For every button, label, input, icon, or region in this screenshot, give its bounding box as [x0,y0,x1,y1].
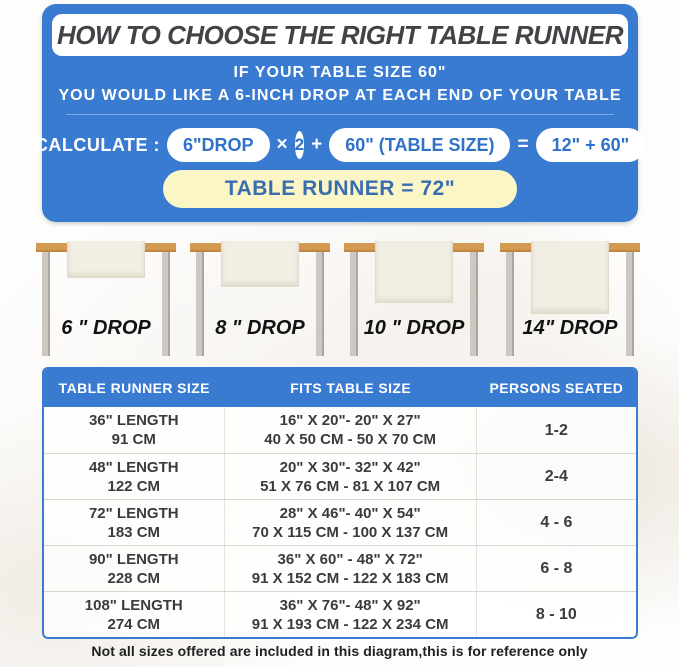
drop-label: 10 " DROP [363,317,465,339]
cell-persons: 1-2 [544,421,568,439]
table-row [44,407,636,453]
drop-label: 8 " DROP [215,317,305,339]
drop-pill: 6"DROP [167,128,270,162]
runner-size-inch: 90" LENGTH [88,550,179,568]
runner-cloth [67,241,145,278]
subtitle-line-1: IF YOUR TABLE SIZE 60" [233,64,447,81]
runner-size-cm: 228 CM [107,569,161,587]
runner-size-cm: 91 CM [111,431,156,448]
table-figure-6-drop [36,241,176,367]
drop-figures [0,241,679,367]
table-figure-8-drop [190,241,330,367]
header-cell-runner-size: TABLE RUNNER SIZE [58,380,210,396]
runner-cloth [375,241,453,303]
table-figure-10-drop [344,241,484,367]
fits-size-cm: 91 X 193 CM - 122 X 234 CM [251,615,449,633]
fits-size-inch: 36" X 76"- 48" X 92" [279,596,421,614]
plus-sign: + [311,134,323,155]
cell-runner-size [44,546,225,591]
footer-note: Not all sizes offered are included in this diagram,this is for reference only [91,643,588,659]
cell-runner-size [44,500,225,545]
cell-persons: 2-4 [544,468,568,485]
cell-fits-size [225,454,477,499]
multiplier-badge: 2 [295,131,304,159]
fits-size-inch: 20" X 30"- 32" X 42" [279,458,421,476]
runner-size-inch: 36" LENGTH [88,412,179,429]
header-cell-fits-size: FITS TABLE SIZE [290,380,412,396]
hero-card [34,4,638,222]
page-title: HOW TO CHOOSE THE RIGHT TABLE RUNNER [56,19,624,50]
fits-size-cm: 51 X 76 CM - 81 X 107 CM [260,477,441,495]
table-figure-14-drop [500,241,640,367]
sum-pill: 12" + 60" [536,128,646,162]
cell-fits-size [225,407,477,453]
cell-persons: 6 - 8 [540,560,573,577]
runner-size-inch: 48" LENGTH [88,458,179,476]
table-size-pill: 60" (TABLE SIZE) [329,128,510,162]
equals-sign: = [517,134,529,155]
table-leg-left [350,252,358,356]
size-table [42,367,638,639]
runner-size-cm: 122 CM [107,477,161,495]
runner-cloth [221,241,299,287]
title-banner [52,14,628,56]
runner-size-cm: 183 CM [107,523,161,541]
hero-divider [66,114,614,115]
fits-size-cm: 70 X 115 CM - 100 X 137 CM [252,523,449,541]
header-cell-persons: PERSONS SEATED [489,380,624,396]
cell-fits-size [225,500,477,545]
fits-size-inch: 36" X 60" - 48" X 72" [277,550,423,568]
size-table-header [44,369,636,407]
calc-label: CALCULATE : [34,134,160,155]
cell-fits-size [225,592,477,637]
runner-size-cm: 274 CM [107,615,161,633]
fits-size-cm: 40 X 50 CM - 50 X 70 CM [264,431,437,448]
drop-label: 14" DROP [522,317,618,339]
table-row [44,591,636,637]
table-row [44,545,636,591]
table-leg-right [470,252,478,356]
drop-label: 6 " DROP [61,317,151,339]
table-leg-right [626,252,634,356]
subtitle-line-2: YOU WOULD LIKE A 6-INCH DROP AT EACH END OF YOUR TABLE [58,87,622,104]
cell-fits-size [225,546,477,591]
table-leg-right [316,252,324,356]
table-leg-left [506,252,514,356]
table-leg-left [42,252,50,356]
table-row [44,453,636,499]
runner-total-pill: TABLE RUNNER = 72" [163,170,517,208]
cell-runner-size [44,407,225,453]
runner-size-inch: 72" LENGTH [88,504,179,522]
table-leg-right [162,252,170,356]
table-leg-left [196,252,204,356]
cell-runner-size [44,454,225,499]
calc-row [34,127,638,163]
cell-persons: 4 - 6 [540,514,573,531]
fits-size-inch: 28" X 46"- 40" X 54" [279,504,421,522]
fits-size-inch: 16" X 20"- 20" X 27" [279,412,421,429]
cell-persons: 8 - 10 [535,606,577,623]
runner-cloth [531,241,609,314]
table-row [44,499,636,545]
multiply-sign: × [276,134,288,155]
cell-runner-size [44,592,225,637]
runner-size-inch: 108" LENGTH [84,596,183,614]
fits-size-cm: 91 X 152 CM - 122 X 183 CM [251,569,449,587]
